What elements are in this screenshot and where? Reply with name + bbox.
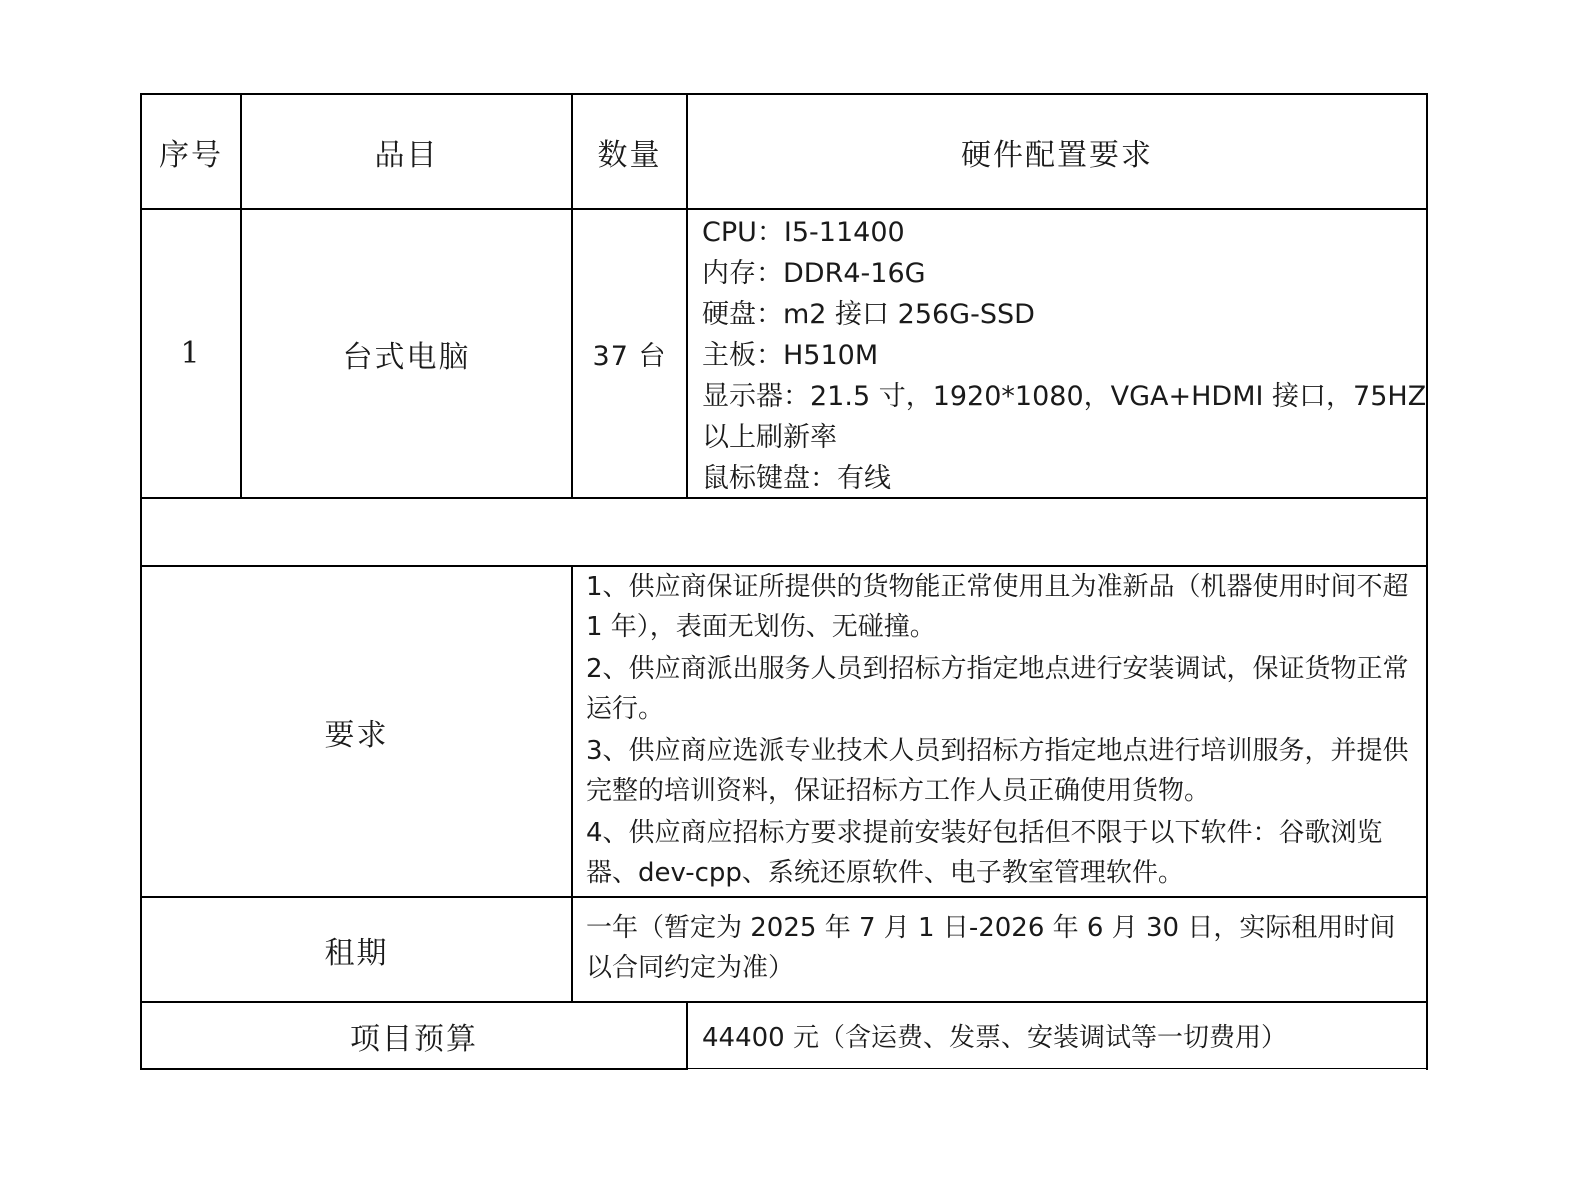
header-quantity: 数量 — [597, 137, 662, 173]
header-item: 品目 — [374, 137, 439, 173]
budget-label: 项目预算 — [350, 1021, 478, 1057]
spec-monitor-cont: 以上刷新率 — [702, 422, 837, 453]
row-quantity: 37 台 — [592, 341, 667, 372]
row-index: 1 — [180, 336, 202, 371]
spec-monitor: 显示器：21.5 寸，1920*1080，VGA+HDMI 接口，75HZ — [702, 381, 1427, 412]
row-item: 台式电脑 — [342, 339, 471, 375]
spec-motherboard: 主板：H510M — [702, 340, 879, 371]
header-index: 序号 — [159, 137, 223, 173]
lease-label: 租期 — [324, 935, 389, 971]
lease-value: 一年（暂定为 2025 年 7 月 1 日-2026 年 6 月 30 日，实际租用时间以合同约定为准） — [586, 913, 1396, 983]
budget-value: 44400 元（含运费、发票、安装调试等一切费用） — [702, 1023, 1287, 1053]
header-hardware: 硬件配置要求 — [961, 137, 1153, 173]
requirements-list — [586, 567, 1418, 895]
requirement-item: 2、供应商派出服务人员到招标方指定地点进行安装调试，保证货物正常运行。 — [586, 654, 1409, 724]
spec-cpu: CPU：I5-11400 — [702, 217, 905, 248]
spec-disk: 硬盘：m2 接口 256G-SSD — [702, 299, 1035, 330]
spec-peripherals: 鼠标键盘：有线 — [702, 463, 891, 494]
requirement-item: 3、供应商应选派专业技术人员到招标方指定地点进行培训服务，并提供完整的培训资料，保证招标方工作人员正确使用货物。 — [586, 736, 1409, 806]
requirements-label: 要求 — [324, 717, 389, 753]
spec-memory: 内存：DDR4-16G — [702, 258, 926, 289]
hardware-specs — [702, 212, 1427, 499]
requirement-item: 4、供应商应招标方要求提前安装好包括但不限于以下软件：谷歌浏览器、dev-cpp、系统还原软件、电子教室管理软件。 — [586, 818, 1383, 888]
requirement-item: 1、供应商保证所提供的货物能正常使用且为准新品（机器使用时间不超 1 年），表面无划伤、无碰撞。 — [586, 572, 1409, 642]
